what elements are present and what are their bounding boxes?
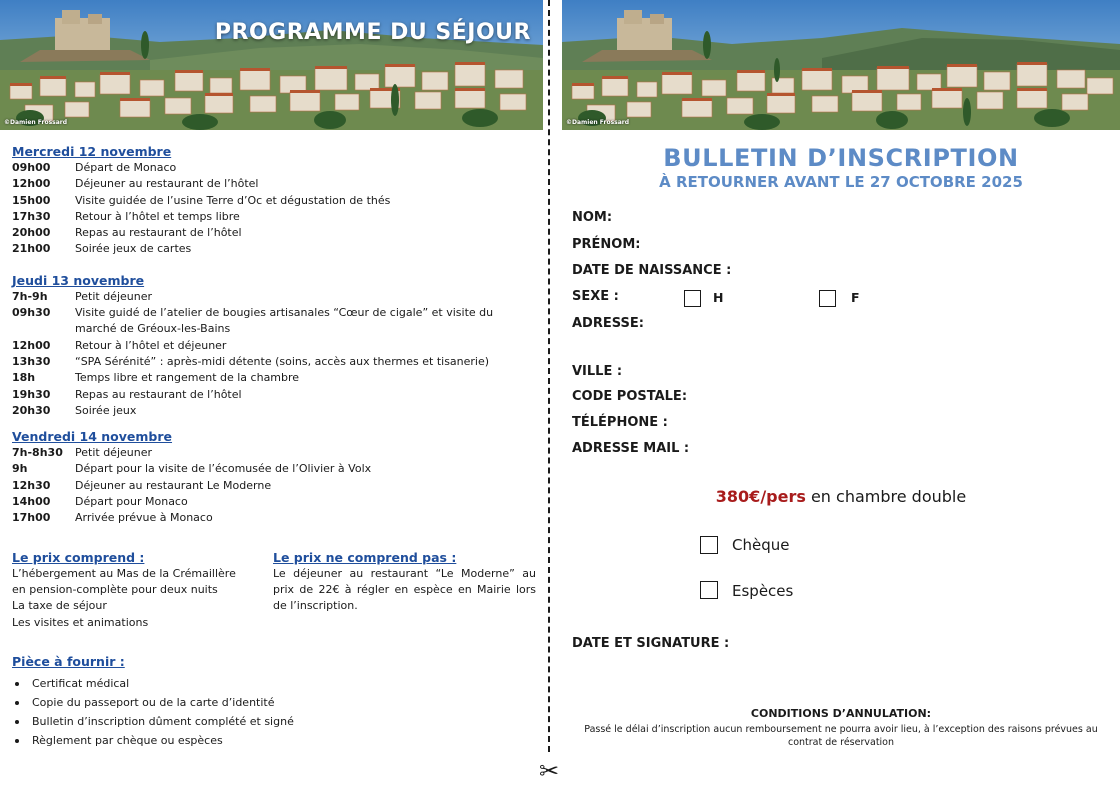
field-email[interactable]: ADRESSE MAIL : [572, 441, 690, 456]
program-time: 18h [12, 371, 36, 385]
program-activity: Départ pour Monaco [75, 495, 188, 509]
checkbox-cheque[interactable] [700, 536, 718, 554]
program-row [12, 478, 536, 494]
price-suffix: en chambre double [805, 487, 967, 506]
program-row [12, 387, 536, 403]
checkbox-male[interactable] [684, 290, 701, 307]
village-photo [562, 0, 1120, 130]
checkbox-especes[interactable] [700, 581, 718, 599]
field-prenom[interactable]: PRÉNOM: [572, 237, 641, 252]
excludes-text: Le déjeuner au restaurant “Le Moderne” au prix de 22€ à régler en espèce en Mairie lors de l’inscription. [273, 566, 536, 613]
day-block [12, 144, 536, 258]
form-title: BULLETIN D’INSCRIPTION [663, 144, 1019, 172]
includes-line: Les visites et animations [12, 615, 149, 629]
field-ville[interactable]: VILLE : [572, 364, 623, 379]
list-item: Bulletin d’inscription dûment complété et signé [12, 712, 536, 731]
includes-line: L’hébergement au Mas de la Crémaillère [12, 566, 236, 580]
cut-line [548, 0, 550, 752]
program-row [12, 193, 536, 209]
program-time: 7h-9h [12, 289, 48, 303]
checkbox-female-label: F [851, 290, 860, 305]
includes-line: La taxe de séjour [12, 599, 107, 613]
program-activity: “SPA Sérénité” : après-midi détente (soins, accès aux thermes et tisanerie) [75, 354, 490, 368]
program-time: 12h30 [12, 478, 51, 492]
program-time: 12h00 [12, 338, 51, 352]
program-time: 9h [12, 462, 28, 476]
registration-form [562, 140, 1120, 748]
program-activity: Retour à l’hôtel et temps libre [75, 209, 240, 223]
program-activity: Déjeuner au restaurant de l’hôtel [75, 177, 259, 191]
program-activity: Repas au restaurant de l’hôtel [75, 226, 242, 240]
day-title: Mercredi 12 novembre [12, 144, 172, 159]
program-activity: Arrivée prévue à Monaco [75, 511, 213, 525]
program-row [12, 241, 536, 257]
program-time: 20h30 [12, 403, 51, 417]
program-time: 17h00 [12, 511, 51, 525]
payment-especes-label: Espèces [732, 582, 794, 600]
program-activity: Départ de Monaco [75, 161, 177, 174]
banner-photo-right [562, 0, 1120, 130]
program-time: 15h00 [12, 193, 51, 207]
program-time: 20h00 [12, 226, 51, 240]
program-time: 09h00 [12, 161, 51, 174]
program-row [12, 403, 536, 419]
program-activity: Retour à l’hôtel et déjeuner [75, 338, 227, 352]
list-item: Règlement par chèque ou espèces [12, 731, 536, 750]
price-includes [12, 550, 273, 631]
payment-cheque-label: Chèque [732, 536, 790, 554]
photo-credit: ©Damien Frossard [4, 119, 68, 126]
banner-photo-left [0, 0, 543, 130]
program-time: 7h-8h30 [12, 446, 63, 460]
program-row [12, 354, 536, 370]
program-activity: Visite guidé de l’atelier de bougies artisanales “Cœur de cigale” et visite du marché de Gréoux-les-Bains [75, 306, 494, 336]
program-time: 19h30 [12, 387, 51, 401]
field-nom[interactable]: NOM: [572, 210, 613, 225]
program-time: 17h30 [12, 209, 51, 223]
program-activity: Départ pour la visite de l’écomusée de l’Olivier à Volx [75, 462, 372, 476]
cancellation-text: Passé le délai d’inscription aucun remboursement ne pourra avoir lieu, à l’exception des raisons prévues au contrat de réservation [584, 724, 1098, 748]
day-title: Vendredi 14 novembre [12, 429, 173, 445]
program-activity: Soirée jeux de cartes [75, 242, 192, 256]
program-time: 21h00 [12, 242, 51, 256]
field-birthdate[interactable]: DATE DE NAISSANCE : [572, 263, 732, 278]
documents-title: Pièce à fournir : [12, 653, 125, 669]
excludes-title: Le prix ne comprend pas : [273, 549, 457, 565]
programme-column [12, 144, 536, 750]
documents-list [12, 674, 536, 750]
list-item: Certificat médical [12, 674, 536, 693]
field-code-postal[interactable]: CODE POSTALE: [572, 389, 688, 404]
scissors-icon: ✂ [538, 757, 560, 785]
program-activity: Déjeuner au restaurant Le Moderne [75, 478, 272, 492]
program-time: 14h00 [12, 495, 51, 509]
program-row [12, 225, 536, 241]
checkbox-male-label: H [713, 290, 724, 305]
program-row [12, 305, 536, 338]
program-row [12, 289, 536, 305]
program-row [12, 338, 536, 354]
price-section [12, 550, 536, 631]
program-time: 13h30 [12, 354, 51, 368]
list-item: Copie du passeport ou de la carte d’identité [12, 693, 536, 712]
program-row [12, 370, 536, 386]
program-activity: Soirée jeux [75, 403, 137, 417]
program-row [12, 494, 536, 510]
program-time: 09h30 [12, 306, 51, 320]
documents-section [12, 654, 536, 750]
program-row [12, 510, 536, 526]
field-signature[interactable]: DATE ET SIGNATURE : [572, 636, 730, 651]
day-block [12, 273, 536, 419]
day-block [12, 429, 536, 526]
price-line [562, 487, 1120, 506]
includes-line: en pension-complète pour deux nuits [12, 582, 218, 596]
day-title: Jeudi 13 novembre [12, 272, 145, 288]
price-amount: 380€/pers [715, 487, 806, 506]
program-row [12, 445, 536, 461]
checkbox-female[interactable] [819, 290, 836, 307]
includes-title: Le prix comprend : [12, 549, 145, 565]
cancellation-title: CONDITIONS D’ANNULATION: [750, 707, 932, 720]
program-row [12, 209, 536, 225]
form-deadline: À RETOURNER AVANT LE 27 OCTOBRE 2025 [659, 173, 1023, 191]
program-row [12, 160, 536, 176]
field-sexe: SEXE : [572, 289, 619, 304]
program-activity: Repas au restaurant de l’hôtel [75, 387, 242, 401]
program-activity: Petit déjeuner [75, 289, 152, 303]
field-adresse[interactable]: ADRESSE: [572, 316, 644, 331]
program-activity: Petit déjeuner [75, 446, 152, 460]
field-telephone[interactable]: TÉLÉPHONE : [572, 415, 668, 430]
banner-title: PROGRAMME DU SÉJOUR [214, 20, 531, 45]
program-row [12, 176, 536, 192]
price-excludes [273, 550, 536, 631]
program-row [12, 461, 536, 477]
photo-credit: ©Damien Frossard [566, 119, 630, 126]
program-activity: Visite guidée de l’usine Terre d’Oc et dégustation de thés [75, 193, 391, 207]
program-time: 12h00 [12, 177, 51, 191]
program-activity: Temps libre et rangement de la chambre [75, 371, 300, 385]
